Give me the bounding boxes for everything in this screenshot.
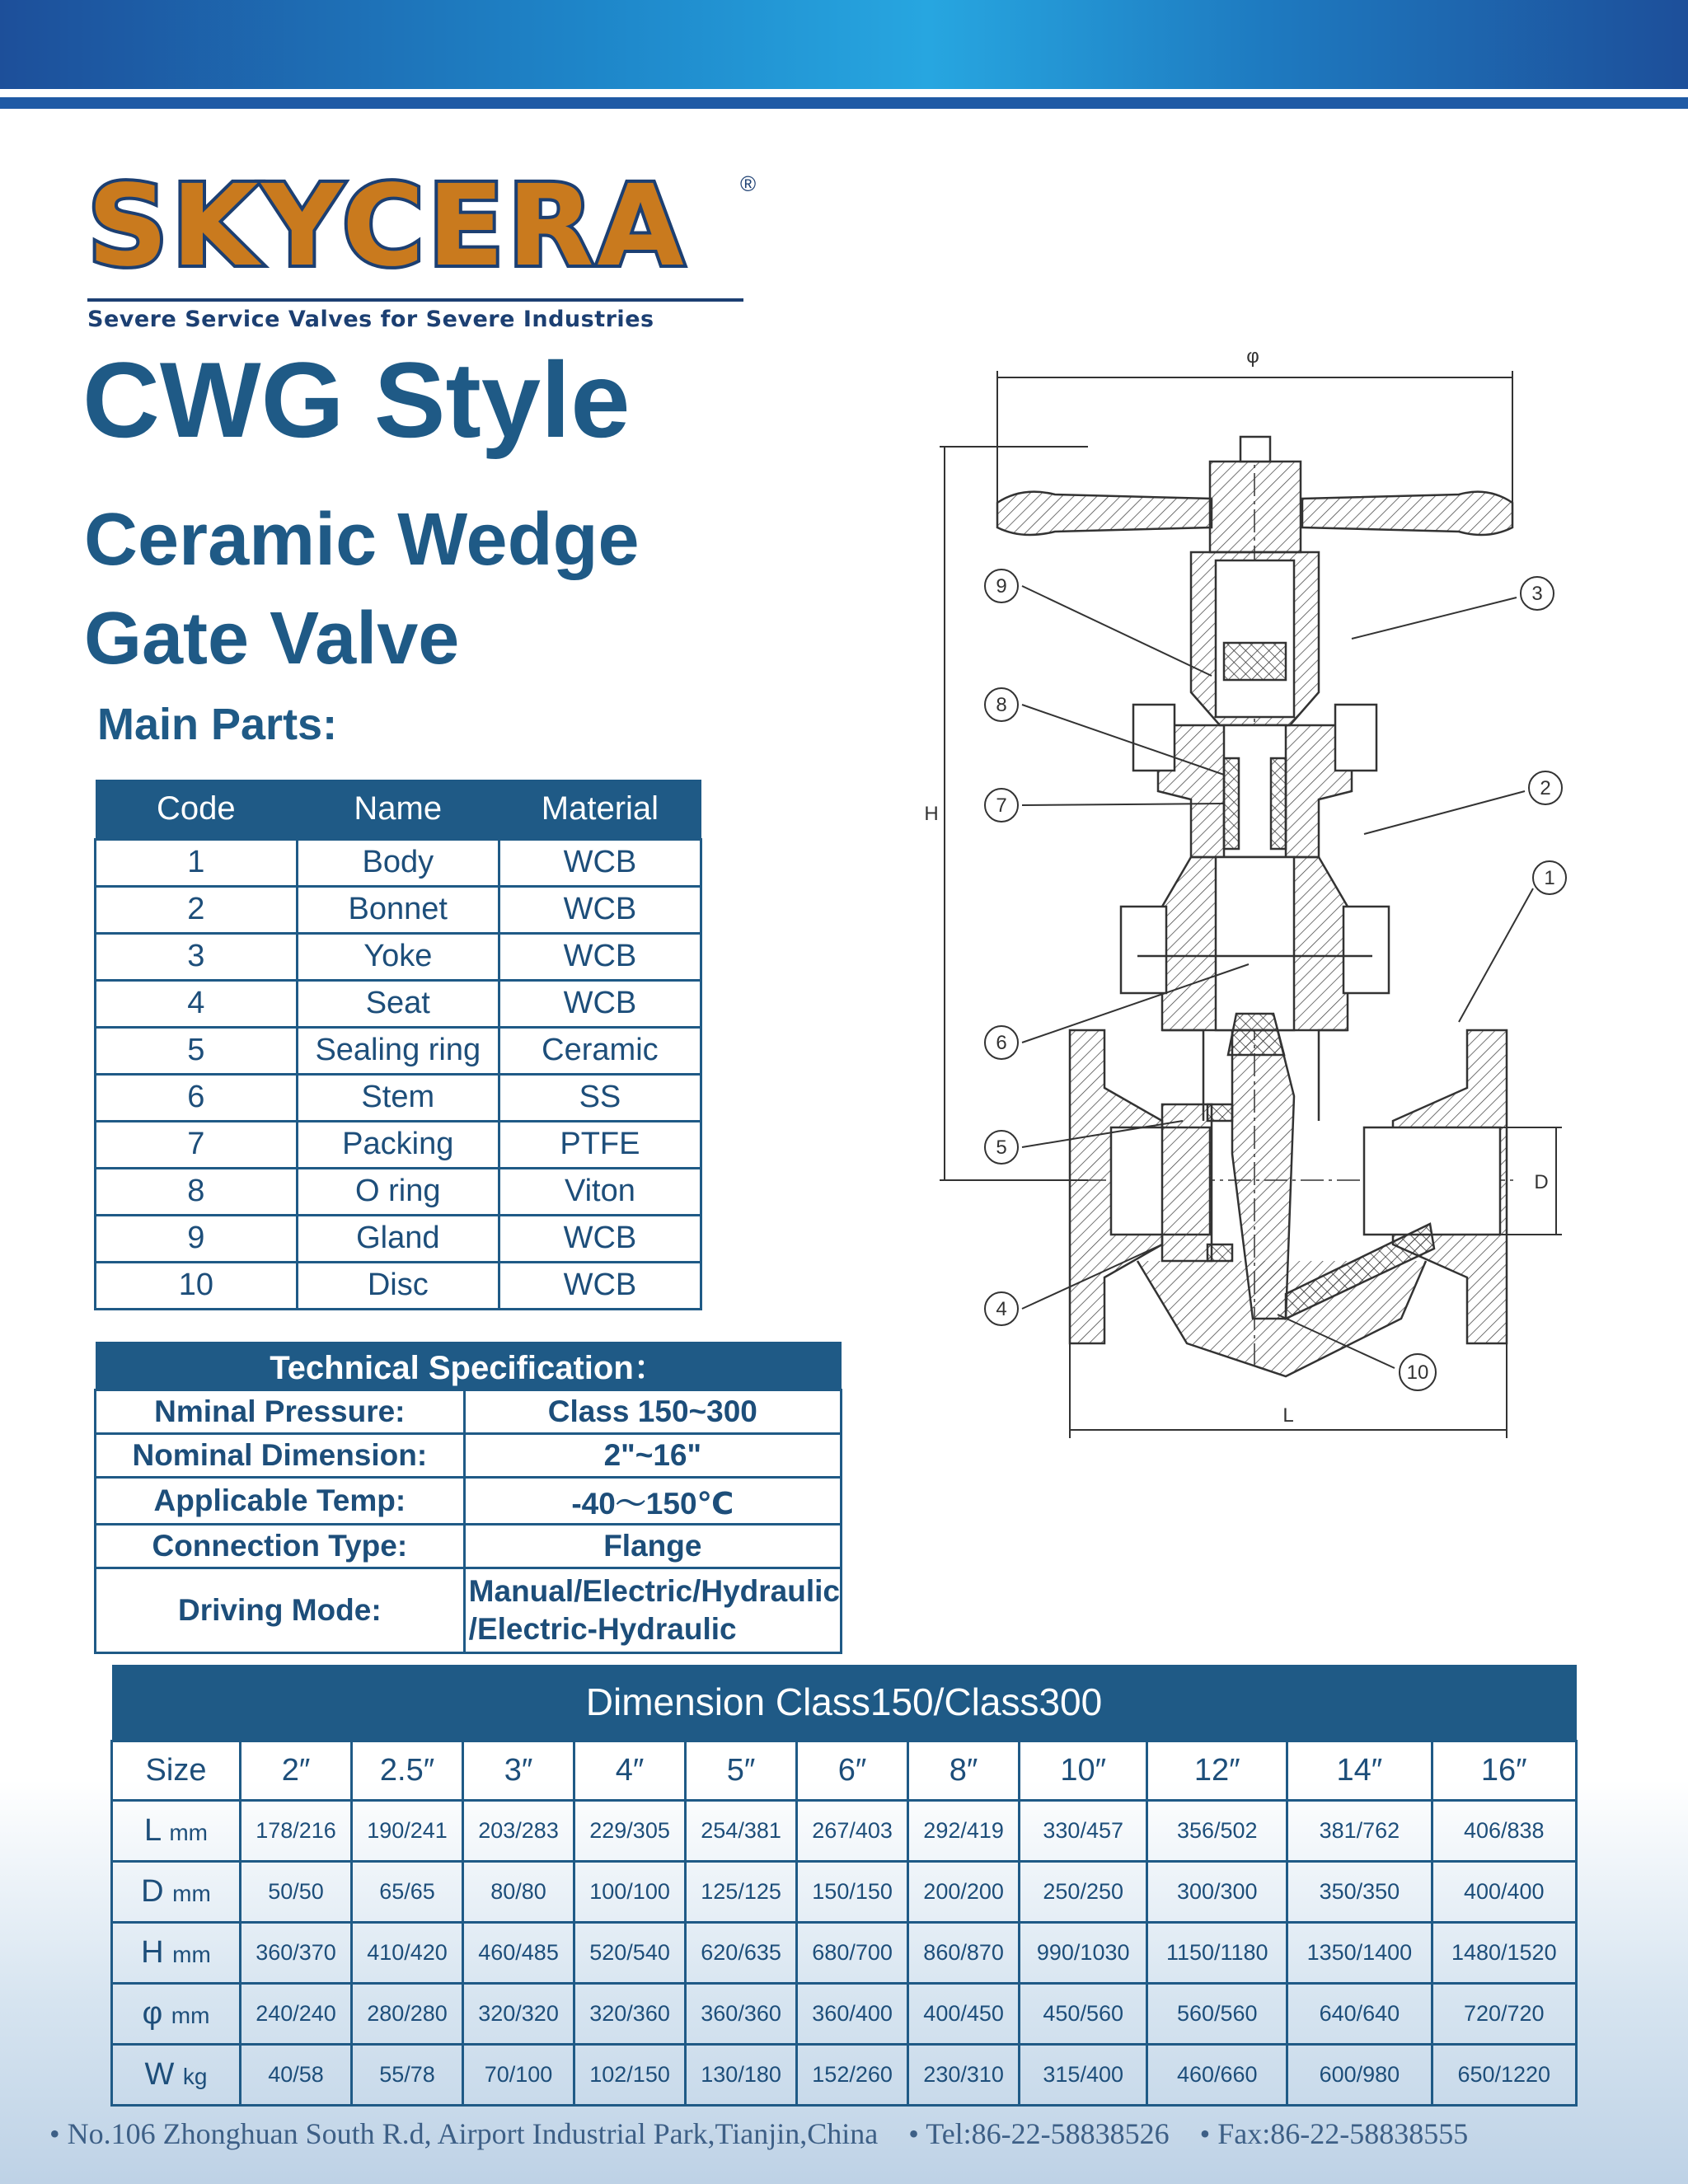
part-name: Bonnet	[297, 886, 499, 933]
dimension-cell: 40/58	[241, 2044, 352, 2105]
logo-tagline: Severe Service Valves for Severe Industries	[87, 307, 654, 332]
dimension-cell: 400/400	[1432, 1861, 1576, 1922]
table-row	[96, 1478, 842, 1525]
dimension-cell: 125/125	[686, 1861, 797, 1922]
part-material: Ceramic	[499, 1027, 701, 1074]
size-value: 16″	[1432, 1741, 1576, 1800]
table-row	[112, 1983, 1577, 2044]
spec-header-row	[96, 1342, 842, 1390]
part-code: 9	[96, 1215, 298, 1262]
callout-2: 2	[1540, 777, 1551, 799]
dimension-row-label	[112, 1983, 241, 2044]
part-name: O ring	[297, 1168, 499, 1215]
parts-header-name: Name	[297, 780, 499, 839]
brand-logo	[87, 162, 763, 338]
size-value: 2″	[241, 1741, 352, 1800]
dimension-cell: 350/350	[1287, 1861, 1432, 1922]
table-row	[112, 1861, 1577, 1922]
dimension-cell: 600/980	[1287, 2044, 1432, 2105]
part-code: 4	[96, 980, 298, 1027]
size-value: 2.5″	[352, 1741, 463, 1800]
dimension-cell: 460/485	[463, 1922, 574, 1983]
part-material: WCB	[499, 1262, 701, 1309]
dimension-cell: 720/720	[1432, 1983, 1576, 2044]
dimension-unit: mm	[171, 2002, 210, 2028]
dimension-cell: 229/305	[574, 1800, 686, 1861]
logo-wordmark: SKYCERA	[87, 162, 687, 292]
dimension-cell: 267/403	[797, 1800, 908, 1861]
dimension-cell: 65/65	[352, 1861, 463, 1922]
dimension-cell: 200/200	[908, 1861, 1020, 1922]
table-row	[112, 1800, 1577, 1861]
dimension-cell: 203/283	[463, 1800, 574, 1861]
dimension-cell: 360/360	[686, 1983, 797, 2044]
dimension-row-label	[112, 1922, 241, 1983]
top-banner	[0, 0, 1688, 89]
part-code: 6	[96, 1074, 298, 1121]
main-parts-heading: Main Parts:	[97, 700, 338, 749]
dimension-cell: 292/419	[908, 1800, 1020, 1861]
technical-specification-table	[94, 1342, 842, 1654]
dimension-symbol: W	[144, 2056, 175, 2092]
subtitle-line-1: Ceramic Wedge	[84, 499, 640, 581]
spec-value: 2"~16"	[464, 1434, 841, 1478]
parts-header-code: Code	[96, 780, 298, 839]
table-row	[96, 1262, 701, 1309]
size-value: 8″	[908, 1741, 1020, 1800]
dimension-cell: 406/838	[1432, 1800, 1576, 1861]
callout-7: 7	[996, 794, 1007, 817]
footer-fax: • Fax:86-22-58838555	[1199, 2117, 1469, 2150]
dimension-cell: 240/240	[241, 1983, 352, 2044]
part-material: PTFE	[499, 1121, 701, 1168]
dimension-row-label	[112, 2044, 241, 2105]
size-value: 3″	[463, 1741, 574, 1800]
dimension-cell: 320/360	[574, 1983, 686, 2044]
size-value: 12″	[1147, 1741, 1287, 1800]
dimension-cell: 320/320	[463, 1983, 574, 2044]
dimension-cell: 620/635	[686, 1922, 797, 1983]
dimension-unit: mm	[172, 1880, 211, 1906]
part-name: Seat	[297, 980, 499, 1027]
dimension-cell: 50/50	[241, 1861, 352, 1922]
part-code: 5	[96, 1027, 298, 1074]
driving-mode-line-1: Manual/Electric/Hydraulic	[468, 1573, 840, 1608]
size-value: 14″	[1287, 1741, 1432, 1800]
footer-tel: • Tel:86-22-58838526	[908, 2117, 1170, 2150]
dimension-cell: 650/1220	[1432, 2044, 1576, 2105]
dim-l-label: L	[1282, 1404, 1294, 1427]
part-name: Yoke	[297, 933, 499, 980]
callout-1: 1	[1544, 867, 1555, 889]
spec-value	[464, 1568, 841, 1653]
dim-phi-label: φ	[1246, 345, 1259, 368]
part-material: Viton	[499, 1168, 701, 1215]
dimension-cell: 330/457	[1020, 1800, 1147, 1861]
spec-value: Class 150~300	[464, 1390, 841, 1434]
page-title: CWG Style	[82, 340, 631, 460]
part-code: 3	[96, 933, 298, 980]
main-parts-table	[94, 780, 702, 1310]
part-material: WCB	[499, 839, 701, 886]
callout-8: 8	[996, 694, 1007, 716]
parts-header-material: Material	[499, 780, 701, 839]
dim-d-label: D	[1534, 1171, 1549, 1193]
dimension-symbol: D	[141, 1873, 164, 1909]
dimension-cell: 520/540	[574, 1922, 686, 1983]
spec-value: -40～150℃	[464, 1478, 841, 1525]
dimension-cell: 102/150	[574, 2044, 686, 2105]
registered-mark: ®	[740, 171, 757, 196]
part-name: Body	[297, 839, 499, 886]
callout-4: 4	[996, 1298, 1007, 1320]
part-code: 1	[96, 839, 298, 886]
table-row	[96, 1168, 701, 1215]
dimension-unit: mm	[169, 1819, 208, 1845]
table-row	[96, 1525, 842, 1568]
dimension-cell: 152/260	[797, 2044, 908, 2105]
part-material: WCB	[499, 1215, 701, 1262]
dimension-cell: 80/80	[463, 1861, 574, 1922]
part-code: 2	[96, 886, 298, 933]
dimension-cell: 190/241	[352, 1800, 463, 1861]
size-value: 4″	[574, 1741, 686, 1800]
table-row	[96, 1074, 701, 1121]
dimension-cell: 410/420	[352, 1922, 463, 1983]
dimension-cell: 360/370	[241, 1922, 352, 1983]
part-code: 8	[96, 1168, 298, 1215]
logo-divider	[87, 298, 743, 302]
size-value: 10″	[1020, 1741, 1147, 1800]
spec-label: Applicable Temp:	[96, 1478, 465, 1525]
dimension-unit: mm	[172, 1941, 211, 1967]
part-name: Packing	[297, 1121, 499, 1168]
spec-label: Connection Type:	[96, 1525, 465, 1568]
callout-3: 3	[1531, 583, 1543, 605]
dimension-symbol: φ	[142, 1995, 163, 2031]
table-row	[96, 1390, 842, 1434]
dimension-unit: kg	[182, 2063, 208, 2089]
dim-h-label: H	[924, 803, 939, 825]
dimension-cell: 560/560	[1147, 1983, 1287, 2044]
table-row	[96, 1568, 842, 1653]
table-row	[96, 886, 701, 933]
part-name: Stem	[297, 1074, 499, 1121]
dimension-cell: 450/560	[1020, 1983, 1147, 2044]
dimension-cell: 360/400	[797, 1983, 908, 2044]
spec-value: Flange	[464, 1525, 841, 1568]
callout-10: 10	[1406, 1361, 1429, 1384]
table-row	[96, 1121, 701, 1168]
table-row	[112, 2044, 1577, 2105]
dimension-size-row	[112, 1741, 1577, 1800]
spec-heading: Technical Specification：	[96, 1342, 842, 1390]
dimension-cell: 230/310	[908, 2044, 1020, 2105]
dimension-cell: 100/100	[574, 1861, 686, 1922]
spec-label: Nominal Dimension:	[96, 1434, 465, 1478]
part-material: SS	[499, 1074, 701, 1121]
dimension-table	[110, 1665, 1578, 2107]
dimension-cell: 1150/1180	[1147, 1922, 1287, 1983]
dimension-header-row	[112, 1665, 1577, 1741]
dimension-cell: 680/700	[797, 1922, 908, 1983]
table-row	[96, 1215, 701, 1262]
table-row	[96, 839, 701, 886]
dimension-cell: 300/300	[1147, 1861, 1287, 1922]
footer-contact	[49, 2116, 1657, 2151]
spec-label: Driving Mode:	[96, 1568, 465, 1653]
part-material: WCB	[499, 980, 701, 1027]
table-row	[96, 1434, 842, 1478]
top-stripe	[0, 97, 1688, 109]
size-value: 6″	[797, 1741, 908, 1800]
table-row	[96, 1027, 701, 1074]
table-row	[96, 933, 701, 980]
table-row	[112, 1922, 1577, 1983]
size-value: 5″	[686, 1741, 797, 1800]
dimension-cell: 640/640	[1287, 1983, 1432, 2044]
dimension-cell: 70/100	[463, 2044, 574, 2105]
dimension-cell: 1350/1400	[1287, 1922, 1432, 1983]
dimension-cell: 250/250	[1020, 1861, 1147, 1922]
dimension-row-label	[112, 1861, 241, 1922]
dimension-cell: 356/502	[1147, 1800, 1287, 1861]
dimension-cell: 150/150	[797, 1861, 908, 1922]
dimension-cell: 460/660	[1147, 2044, 1287, 2105]
valve-cross-section-drawing	[890, 330, 1632, 1467]
driving-mode-line-2: /Electric-Hydraulic	[468, 1612, 737, 1646]
footer-address: • No.106 Zhonghuan South R.d, Airport Industrial Park,Tianjin,China	[49, 2117, 879, 2150]
part-code: 7	[96, 1121, 298, 1168]
dimension-cell: 381/762	[1287, 1800, 1432, 1861]
dimension-symbol: L	[144, 1812, 161, 1848]
dimension-cell: 55/78	[352, 2044, 463, 2105]
part-name: Disc	[297, 1262, 499, 1309]
dimension-cell: 1480/1520	[1432, 1922, 1576, 1983]
part-material: WCB	[499, 933, 701, 980]
dimension-cell: 130/180	[686, 2044, 797, 2105]
size-label: Size	[112, 1741, 241, 1800]
dimension-cell: 254/381	[686, 1800, 797, 1861]
dimension-cell: 178/216	[241, 1800, 352, 1861]
dimension-heading: Dimension Class150/Class300	[112, 1665, 1577, 1741]
dimension-cell: 400/450	[908, 1983, 1020, 2044]
dimension-cell: 315/400	[1020, 2044, 1147, 2105]
subtitle-line-2: Gate Valve	[84, 598, 460, 680]
callout-5: 5	[996, 1137, 1007, 1159]
part-name: Gland	[297, 1215, 499, 1262]
callout-6: 6	[996, 1032, 1007, 1054]
parts-header-row	[96, 780, 701, 839]
part-code: 10	[96, 1262, 298, 1309]
dimension-cell: 280/280	[352, 1983, 463, 2044]
callout-9: 9	[996, 575, 1007, 598]
dimension-symbol: H	[141, 1934, 164, 1970]
dimension-row-label	[112, 1800, 241, 1861]
spec-label: Nminal Pressure:	[96, 1390, 465, 1434]
dimension-cell: 860/870	[908, 1922, 1020, 1983]
dimension-cell: 990/1030	[1020, 1922, 1147, 1983]
part-material: WCB	[499, 886, 701, 933]
table-row	[96, 980, 701, 1027]
part-name: Sealing ring	[297, 1027, 499, 1074]
